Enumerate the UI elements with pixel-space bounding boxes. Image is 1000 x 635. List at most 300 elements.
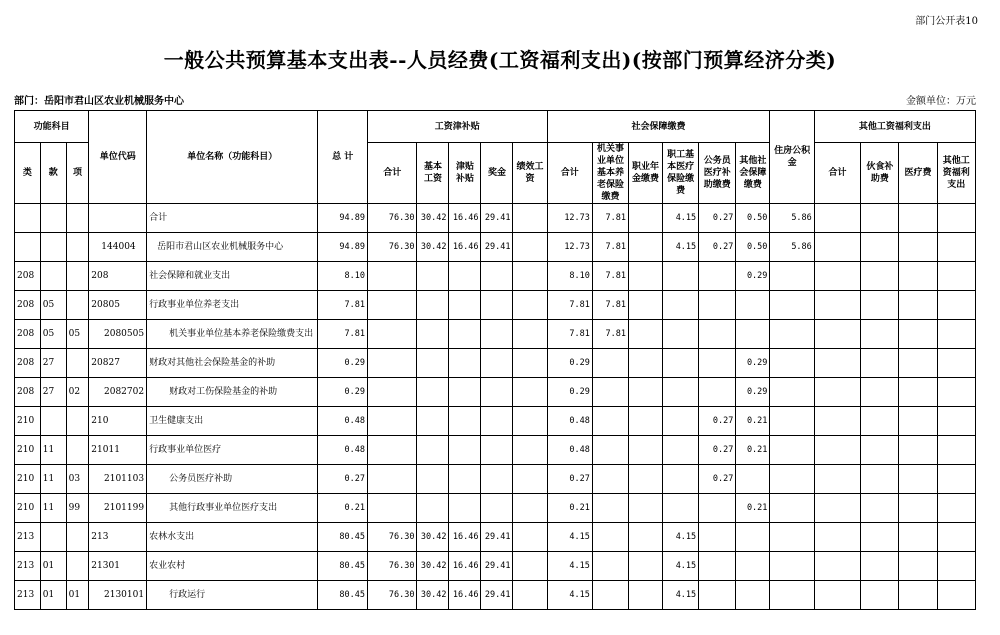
cell-occupational-annuity — [629, 349, 663, 378]
cell-bonus — [481, 262, 513, 291]
cell-bonus — [481, 320, 513, 349]
cell-civil-medical-subsidy — [699, 581, 736, 610]
table-row — [15, 349, 976, 378]
cell-medical-insurance: 4.15 — [663, 552, 699, 581]
cell-civil-medical-subsidy: 0.27 — [699, 204, 736, 233]
cell-medical-insurance — [663, 320, 699, 349]
cell-social-total: 4.15 — [547, 552, 592, 581]
cell-unit-code: 20827 — [89, 349, 147, 378]
cell-allowance — [449, 262, 481, 291]
header-other-group: 其他工资福利支出 — [814, 111, 975, 143]
table-row — [15, 378, 976, 407]
cell-meal-subsidy — [861, 233, 899, 262]
cell-unit-code: 21301 — [89, 552, 147, 581]
cell-other-social — [736, 552, 770, 581]
table-row — [15, 291, 976, 320]
cell-salary-total — [367, 349, 417, 378]
cell-allowance — [449, 291, 481, 320]
cell-lei: 208 — [15, 291, 41, 320]
cell-meal-subsidy — [861, 494, 899, 523]
cell-total: 80.45 — [318, 581, 368, 610]
cell-pension-insurance — [592, 552, 628, 581]
cell-performance-pay — [513, 233, 547, 262]
cell-occupational-annuity — [629, 378, 663, 407]
cell-pension-insurance — [592, 436, 628, 465]
cell-other-welfare — [937, 581, 975, 610]
cell-other-total — [814, 204, 860, 233]
header-civil-medical-subsidy: 公务员医疗补助缴费 — [699, 143, 736, 204]
cell-salary-total — [367, 262, 417, 291]
cell-other-social — [736, 291, 770, 320]
cell-housing-fund: 5.86 — [770, 233, 814, 262]
header-total: 总 计 — [318, 111, 368, 204]
cell-lei: 210 — [15, 465, 41, 494]
cell-salary-total — [367, 407, 417, 436]
cell-other-total — [814, 291, 860, 320]
cell-other-total — [814, 407, 860, 436]
cell-lei: 210 — [15, 407, 41, 436]
cell-bonus — [481, 465, 513, 494]
header-unit-code: 单位代码 — [89, 111, 147, 204]
cell-unit-code: 2082702 — [89, 378, 147, 407]
cell-unit-code — [89, 204, 147, 233]
cell-bonus: 29.41 — [481, 552, 513, 581]
cell-unit-code: 144004 — [89, 233, 147, 262]
cell-salary-total: 76.30 — [367, 233, 417, 262]
cell-kuan — [40, 523, 66, 552]
cell-meal-subsidy — [861, 291, 899, 320]
cell-unit-code: 2101103 — [89, 465, 147, 494]
cell-bonus — [481, 349, 513, 378]
cell-unit-code: 21011 — [89, 436, 147, 465]
cell-other-total — [814, 552, 860, 581]
cell-pension-insurance: 7.81 — [592, 233, 628, 262]
cell-occupational-annuity — [629, 552, 663, 581]
cell-allowance — [449, 465, 481, 494]
cell-xiang — [66, 291, 89, 320]
cell-total: 7.81 — [318, 320, 368, 349]
cell-other-total — [814, 523, 860, 552]
cell-kuan: 05 — [40, 320, 66, 349]
cell-xiang: 01 — [66, 581, 89, 610]
cell-performance-pay — [513, 523, 547, 552]
cell-pension-insurance — [592, 465, 628, 494]
cell-unit-name: 农业农村 — [147, 552, 318, 581]
cell-performance-pay — [513, 320, 547, 349]
cell-basic-salary — [417, 407, 449, 436]
cell-xiang: 05 — [66, 320, 89, 349]
cell-other-social — [736, 465, 770, 494]
cell-salary-total — [367, 291, 417, 320]
cell-unit-name: 机关事业单位基本养老保险缴费支出 — [147, 320, 318, 349]
cell-basic-salary: 30.42 — [417, 581, 449, 610]
amount-unit-label: 金额单位：万元 — [906, 96, 976, 107]
cell-total: 80.45 — [318, 523, 368, 552]
header-basic-salary: 基本工资 — [417, 143, 449, 204]
cell-meal-subsidy — [861, 552, 899, 581]
header-lei: 类 — [15, 143, 41, 204]
cell-medical-fee — [899, 320, 937, 349]
cell-meal-subsidy — [861, 349, 899, 378]
cell-medical-fee — [899, 494, 937, 523]
cell-bonus: 29.41 — [481, 523, 513, 552]
cell-total: 0.48 — [318, 436, 368, 465]
cell-xiang — [66, 407, 89, 436]
header-social-total: 合计 — [547, 143, 592, 204]
cell-other-social: 0.50 — [736, 233, 770, 262]
cell-medical-insurance — [663, 378, 699, 407]
cell-kuan: 01 — [40, 552, 66, 581]
cell-medical-fee — [899, 378, 937, 407]
header-unit-name: 单位名称（功能科目） — [147, 111, 318, 204]
cell-basic-salary — [417, 262, 449, 291]
cell-pension-insurance: 7.81 — [592, 291, 628, 320]
cell-total: 80.45 — [318, 552, 368, 581]
cell-other-welfare — [937, 291, 975, 320]
cell-allowance — [449, 378, 481, 407]
cell-medical-fee — [899, 233, 937, 262]
cell-lei: 208 — [15, 262, 41, 291]
cell-other-social: 0.50 — [736, 204, 770, 233]
cell-xiang — [66, 436, 89, 465]
header-housing-fund: 住房公积金 — [770, 111, 814, 204]
cell-performance-pay — [513, 494, 547, 523]
header-bonus: 奖金 — [481, 143, 513, 204]
cell-social-total: 8.10 — [547, 262, 592, 291]
header-performance-pay: 绩效工资 — [513, 143, 547, 204]
cell-other-total — [814, 494, 860, 523]
cell-xiang — [66, 523, 89, 552]
cell-social-total: 12.73 — [547, 204, 592, 233]
cell-medical-fee — [899, 552, 937, 581]
cell-allowance: 16.46 — [449, 233, 481, 262]
cell-civil-medical-subsidy: 0.27 — [699, 407, 736, 436]
cell-total: 0.29 — [318, 349, 368, 378]
cell-social-total: 0.48 — [547, 436, 592, 465]
cell-other-welfare — [937, 552, 975, 581]
table-row — [15, 552, 976, 581]
cell-other-welfare — [937, 523, 975, 552]
cell-meal-subsidy — [861, 523, 899, 552]
cell-bonus — [481, 436, 513, 465]
cell-pension-insurance: 7.81 — [592, 204, 628, 233]
cell-basic-salary — [417, 291, 449, 320]
cell-other-welfare — [937, 378, 975, 407]
cell-civil-medical-subsidy: 0.27 — [699, 233, 736, 262]
cell-medical-fee — [899, 262, 937, 291]
header-social-group: 社会保障缴费 — [547, 111, 770, 143]
cell-performance-pay — [513, 291, 547, 320]
cell-lei — [15, 233, 41, 262]
cell-kuan — [40, 204, 66, 233]
cell-unit-name: 公务员医疗补助 — [147, 465, 318, 494]
cell-total: 0.29 — [318, 378, 368, 407]
cell-occupational-annuity — [629, 320, 663, 349]
cell-pension-insurance — [592, 407, 628, 436]
cell-unit-code: 2130101 — [89, 581, 147, 610]
cell-civil-medical-subsidy — [699, 291, 736, 320]
cell-bonus — [481, 407, 513, 436]
cell-unit-name: 合计 — [147, 204, 318, 233]
cell-performance-pay — [513, 204, 547, 233]
page-title: 一般公共预算基本支出表--人员经费(工资福利支出)(按部门预算经济分类) — [163, 48, 837, 72]
cell-salary-total — [367, 436, 417, 465]
cell-social-total: 7.81 — [547, 291, 592, 320]
cell-kuan: 11 — [40, 436, 66, 465]
cell-unit-name: 社会保障和就业支出 — [147, 262, 318, 291]
cell-housing-fund — [770, 436, 814, 465]
cell-medical-insurance — [663, 494, 699, 523]
cell-performance-pay — [513, 581, 547, 610]
table-row — [15, 262, 976, 291]
cell-basic-salary: 30.42 — [417, 204, 449, 233]
cell-unit-name: 财政对其他社会保险基金的补助 — [147, 349, 318, 378]
cell-unit-name: 行政事业单位医疗 — [147, 436, 318, 465]
cell-social-total: 0.29 — [547, 349, 592, 378]
cell-unit-code: 208 — [89, 262, 147, 291]
cell-civil-medical-subsidy — [699, 494, 736, 523]
cell-social-total: 0.21 — [547, 494, 592, 523]
cell-medical-fee — [899, 349, 937, 378]
cell-allowance: 16.46 — [449, 523, 481, 552]
table-row — [15, 436, 976, 465]
cell-other-total — [814, 465, 860, 494]
cell-kuan — [40, 407, 66, 436]
cell-pension-insurance — [592, 523, 628, 552]
header-medical-insurance: 职工基本医疗保险缴费 — [663, 143, 699, 204]
cell-unit-name: 行政运行 — [147, 581, 318, 610]
cell-medical-insurance — [663, 291, 699, 320]
cell-xiang — [66, 552, 89, 581]
cell-unit-name: 行政事业单位养老支出 — [147, 291, 318, 320]
cell-other-welfare — [937, 233, 975, 262]
cell-other-total — [814, 349, 860, 378]
cell-kuan: 27 — [40, 378, 66, 407]
cell-civil-medical-subsidy — [699, 378, 736, 407]
cell-other-total — [814, 262, 860, 291]
cell-lei: 213 — [15, 552, 41, 581]
cell-medical-insurance — [663, 407, 699, 436]
cell-housing-fund — [770, 349, 814, 378]
cell-lei: 213 — [15, 581, 41, 610]
cell-housing-fund — [770, 581, 814, 610]
cell-pension-insurance — [592, 349, 628, 378]
cell-basic-salary: 30.42 — [417, 523, 449, 552]
cell-housing-fund — [770, 378, 814, 407]
cell-other-social: 0.29 — [736, 262, 770, 291]
cell-occupational-annuity — [629, 262, 663, 291]
cell-allowance — [449, 436, 481, 465]
cell-housing-fund — [770, 465, 814, 494]
cell-other-social — [736, 320, 770, 349]
header-pension-insurance: 机关事业单位基本养老保险缴费 — [592, 143, 628, 204]
cell-medical-insurance — [663, 436, 699, 465]
cell-kuan: 27 — [40, 349, 66, 378]
cell-bonus: 29.41 — [481, 233, 513, 262]
cell-performance-pay — [513, 262, 547, 291]
cell-medical-fee — [899, 581, 937, 610]
cell-salary-total — [367, 320, 417, 349]
cell-civil-medical-subsidy — [699, 523, 736, 552]
cell-kuan — [40, 233, 66, 262]
cell-medical-fee — [899, 204, 937, 233]
cell-social-total: 12.73 — [547, 233, 592, 262]
cell-other-total — [814, 581, 860, 610]
cell-other-total — [814, 378, 860, 407]
cell-lei — [15, 204, 41, 233]
cell-xiang — [66, 262, 89, 291]
cell-medical-fee — [899, 291, 937, 320]
cell-occupational-annuity — [629, 581, 663, 610]
cell-bonus — [481, 494, 513, 523]
cell-total: 7.81 — [318, 291, 368, 320]
cell-other-welfare — [937, 465, 975, 494]
cell-bonus — [481, 291, 513, 320]
cell-medical-insurance — [663, 465, 699, 494]
cell-civil-medical-subsidy — [699, 552, 736, 581]
cell-medical-fee — [899, 407, 937, 436]
header-other-total: 合计 — [814, 143, 860, 204]
cell-social-total: 0.27 — [547, 465, 592, 494]
cell-salary-total: 76.30 — [367, 581, 417, 610]
header-other-social: 其他社会保障缴费 — [736, 143, 770, 204]
cell-unit-code: 213 — [89, 523, 147, 552]
cell-civil-medical-subsidy — [699, 349, 736, 378]
header-medical-fee: 医疗费 — [899, 143, 937, 204]
cell-total: 0.21 — [318, 494, 368, 523]
cell-basic-salary — [417, 436, 449, 465]
cell-lei: 210 — [15, 494, 41, 523]
cell-allowance — [449, 320, 481, 349]
cell-kuan — [40, 262, 66, 291]
header-occupational-annuity: 职业年金缴费 — [629, 143, 663, 204]
cell-medical-insurance — [663, 262, 699, 291]
cell-housing-fund — [770, 552, 814, 581]
cell-performance-pay — [513, 465, 547, 494]
cell-unit-name: 农林水支出 — [147, 523, 318, 552]
cell-pension-insurance: 7.81 — [592, 262, 628, 291]
cell-basic-salary — [417, 378, 449, 407]
cell-performance-pay — [513, 378, 547, 407]
cell-unit-code: 20805 — [89, 291, 147, 320]
cell-meal-subsidy — [861, 320, 899, 349]
cell-social-total: 4.15 — [547, 581, 592, 610]
cell-housing-fund — [770, 407, 814, 436]
cell-meal-subsidy — [861, 581, 899, 610]
cell-other-social: 0.21 — [736, 436, 770, 465]
cell-lei: 210 — [15, 436, 41, 465]
cell-other-social: 0.21 — [736, 494, 770, 523]
cell-basic-salary — [417, 465, 449, 494]
cell-kuan: 11 — [40, 465, 66, 494]
cell-allowance — [449, 407, 481, 436]
cell-other-welfare — [937, 436, 975, 465]
table-row — [15, 233, 976, 262]
cell-civil-medical-subsidy — [699, 262, 736, 291]
cell-lei: 208 — [15, 320, 41, 349]
cell-basic-salary — [417, 349, 449, 378]
cell-allowance: 16.46 — [449, 581, 481, 610]
cell-xiang — [66, 349, 89, 378]
cell-xiang: 02 — [66, 378, 89, 407]
cell-other-social: 0.29 — [736, 349, 770, 378]
cell-social-total: 4.15 — [547, 523, 592, 552]
cell-other-social — [736, 523, 770, 552]
header-other-welfare: 其他工资福利支出 — [937, 143, 975, 204]
cell-housing-fund — [770, 523, 814, 552]
cell-occupational-annuity — [629, 494, 663, 523]
cell-medical-fee — [899, 465, 937, 494]
table-header — [15, 111, 976, 204]
cell-unit-code: 2101199 — [89, 494, 147, 523]
cell-unit-code: 2080505 — [89, 320, 147, 349]
cell-medical-insurance: 4.15 — [663, 523, 699, 552]
cell-other-welfare — [937, 320, 975, 349]
cell-occupational-annuity — [629, 523, 663, 552]
cell-bonus: 29.41 — [481, 581, 513, 610]
budget-table — [14, 110, 976, 610]
cell-kuan: 01 — [40, 581, 66, 610]
cell-meal-subsidy — [861, 262, 899, 291]
cell-kuan: 05 — [40, 291, 66, 320]
cell-civil-medical-subsidy: 0.27 — [699, 465, 736, 494]
header-func-subject: 功能科目 — [15, 111, 89, 143]
cell-lei: 208 — [15, 349, 41, 378]
cell-basic-salary: 30.42 — [417, 552, 449, 581]
cell-other-social: 0.29 — [736, 378, 770, 407]
cell-civil-medical-subsidy: 0.27 — [699, 436, 736, 465]
cell-meal-subsidy — [861, 465, 899, 494]
header-salary-total: 合计 — [367, 143, 417, 204]
cell-unit-name: 其他行政事业单位医疗支出 — [147, 494, 318, 523]
cell-basic-salary: 30.42 — [417, 233, 449, 262]
cell-other-welfare — [937, 349, 975, 378]
cell-total: 0.27 — [318, 465, 368, 494]
cell-meal-subsidy — [861, 407, 899, 436]
cell-xiang: 03 — [66, 465, 89, 494]
cell-medical-insurance: 4.15 — [663, 581, 699, 610]
cell-housing-fund — [770, 291, 814, 320]
cell-other-welfare — [937, 494, 975, 523]
department-label: 部门：岳阳市君山区农业机械服务中心 — [14, 96, 184, 107]
header-allowance: 津贴补贴 — [449, 143, 481, 204]
cell-social-total: 0.48 — [547, 407, 592, 436]
cell-kuan: 11 — [40, 494, 66, 523]
cell-meal-subsidy — [861, 436, 899, 465]
table-body — [15, 204, 976, 610]
cell-basic-salary — [417, 494, 449, 523]
cell-other-total — [814, 436, 860, 465]
cell-salary-total: 76.30 — [367, 523, 417, 552]
cell-occupational-annuity — [629, 465, 663, 494]
cell-medical-fee — [899, 523, 937, 552]
cell-xiang — [66, 233, 89, 262]
cell-salary-total — [367, 494, 417, 523]
cell-unit-name: 财政对工伤保险基金的补助 — [147, 378, 318, 407]
table-row — [15, 581, 976, 610]
cell-meal-subsidy — [861, 204, 899, 233]
cell-occupational-annuity — [629, 233, 663, 262]
cell-lei: 213 — [15, 523, 41, 552]
cell-total: 8.10 — [318, 262, 368, 291]
cell-occupational-annuity — [629, 291, 663, 320]
cell-occupational-annuity — [629, 436, 663, 465]
cell-other-total — [814, 320, 860, 349]
cell-total: 0.48 — [318, 407, 368, 436]
table-row — [15, 204, 976, 233]
cell-unit-name: 岳阳市君山区农业机械服务中心 — [147, 233, 318, 262]
cell-social-total: 7.81 — [547, 320, 592, 349]
